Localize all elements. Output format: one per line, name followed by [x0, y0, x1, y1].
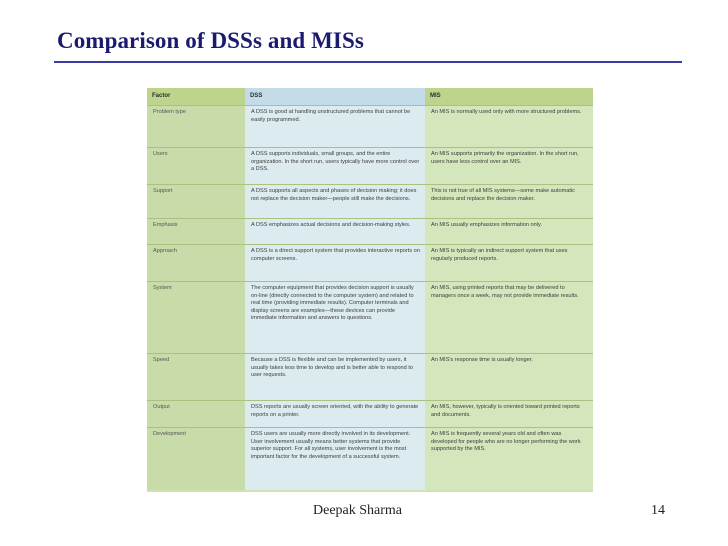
table-row	[147, 282, 593, 354]
factor-cell: Problem type	[147, 106, 245, 148]
dss-cell: A DSS is a direct support system that provides interactive reports on computer screens.	[245, 245, 425, 282]
table-row	[147, 148, 593, 185]
mis-cell: An MIS is frequently several years old and often was developed for people who are no longer performing the work supported by the MIS.	[425, 428, 593, 490]
page-number: 14	[651, 503, 665, 518]
dss-cell: The computer equipment that provides decision support is usually on-line (directly connected to the computer system) and related to real time (providing immediate results). Computer terminals and display screens are examples—these devices can provide immediate information and answers to questions.	[245, 282, 425, 354]
table-row	[147, 428, 593, 490]
dss-cell: A DSS supports all aspects and phases of decision making; it does not replace the decision maker—people still make the decisions.	[245, 185, 425, 219]
mis-cell: An MIS, however, typically is oriented toward printed reports and documents.	[425, 401, 593, 428]
mis-cell: An MIS's response time is usually longer.	[425, 354, 593, 401]
comparison-table	[147, 88, 593, 490]
comparison-table-image	[147, 88, 593, 492]
factor-cell: Speed	[147, 354, 245, 401]
factor-cell: Development	[147, 428, 245, 490]
mis-cell: An MIS is typically an indirect support system that uses regularly produced reports.	[425, 245, 593, 282]
table-row	[147, 401, 593, 428]
dss-cell: DSS reports are usually screen oriented, with the ability to generate reports on a printer.	[245, 401, 425, 428]
table-row	[147, 219, 593, 245]
table-row	[147, 354, 593, 401]
dss-cell: A DSS is good at handling unstructured problems that cannot be easily programmed.	[245, 106, 425, 148]
factor-cell: Support	[147, 185, 245, 219]
mis-cell: An MIS is normally used only with more structured problems.	[425, 106, 593, 148]
mis-cell: This is not true of all MIS systems—some make automatic decisions and replace the decision maker.	[425, 185, 593, 219]
table-row	[147, 185, 593, 219]
footer-author: Deepak Sharma	[313, 503, 403, 518]
mis-cell: An MIS usually emphasizes information only.	[425, 219, 593, 245]
dss-cell: A DSS emphasizes actual decisions and decision-making styles.	[245, 219, 425, 245]
table-row	[147, 245, 593, 282]
factor-cell: System	[147, 282, 245, 354]
factor-cell: Users	[147, 148, 245, 185]
factor-cell: Output	[147, 401, 245, 428]
header-mis: MIS	[425, 88, 593, 106]
dss-cell: A DSS supports individuals, small groups, and the entire organization. In the short run, users typically have more control over a DSS.	[245, 148, 425, 185]
header-factor: Factor	[147, 88, 245, 106]
header-dss: DSS	[245, 88, 425, 106]
factor-cell: Emphasis	[147, 219, 245, 245]
dss-cell: DSS users are usually more directly involved in its development. User involvement usually means better systems that provide superior support. For all systems, user involvement is the most important factor for the development of a successful system.	[245, 428, 425, 490]
mis-cell: An MIS, using printed reports that may be delivered to managers once a week, may not provide immediate results.	[425, 282, 593, 354]
mis-cell: An MIS supports primarily the organization. In the short run, users have less control over an MIS.	[425, 148, 593, 185]
title-underline	[54, 61, 682, 63]
table-header-row	[147, 88, 593, 106]
table-row	[147, 106, 593, 148]
slide-title: Comparison of DSSs and MISs	[57, 28, 364, 53]
factor-cell: Approach	[147, 245, 245, 282]
dss-cell: Because a DSS is flexible and can be implemented by users, it usually takes less time to develop and is better able to respond to user requests.	[245, 354, 425, 401]
